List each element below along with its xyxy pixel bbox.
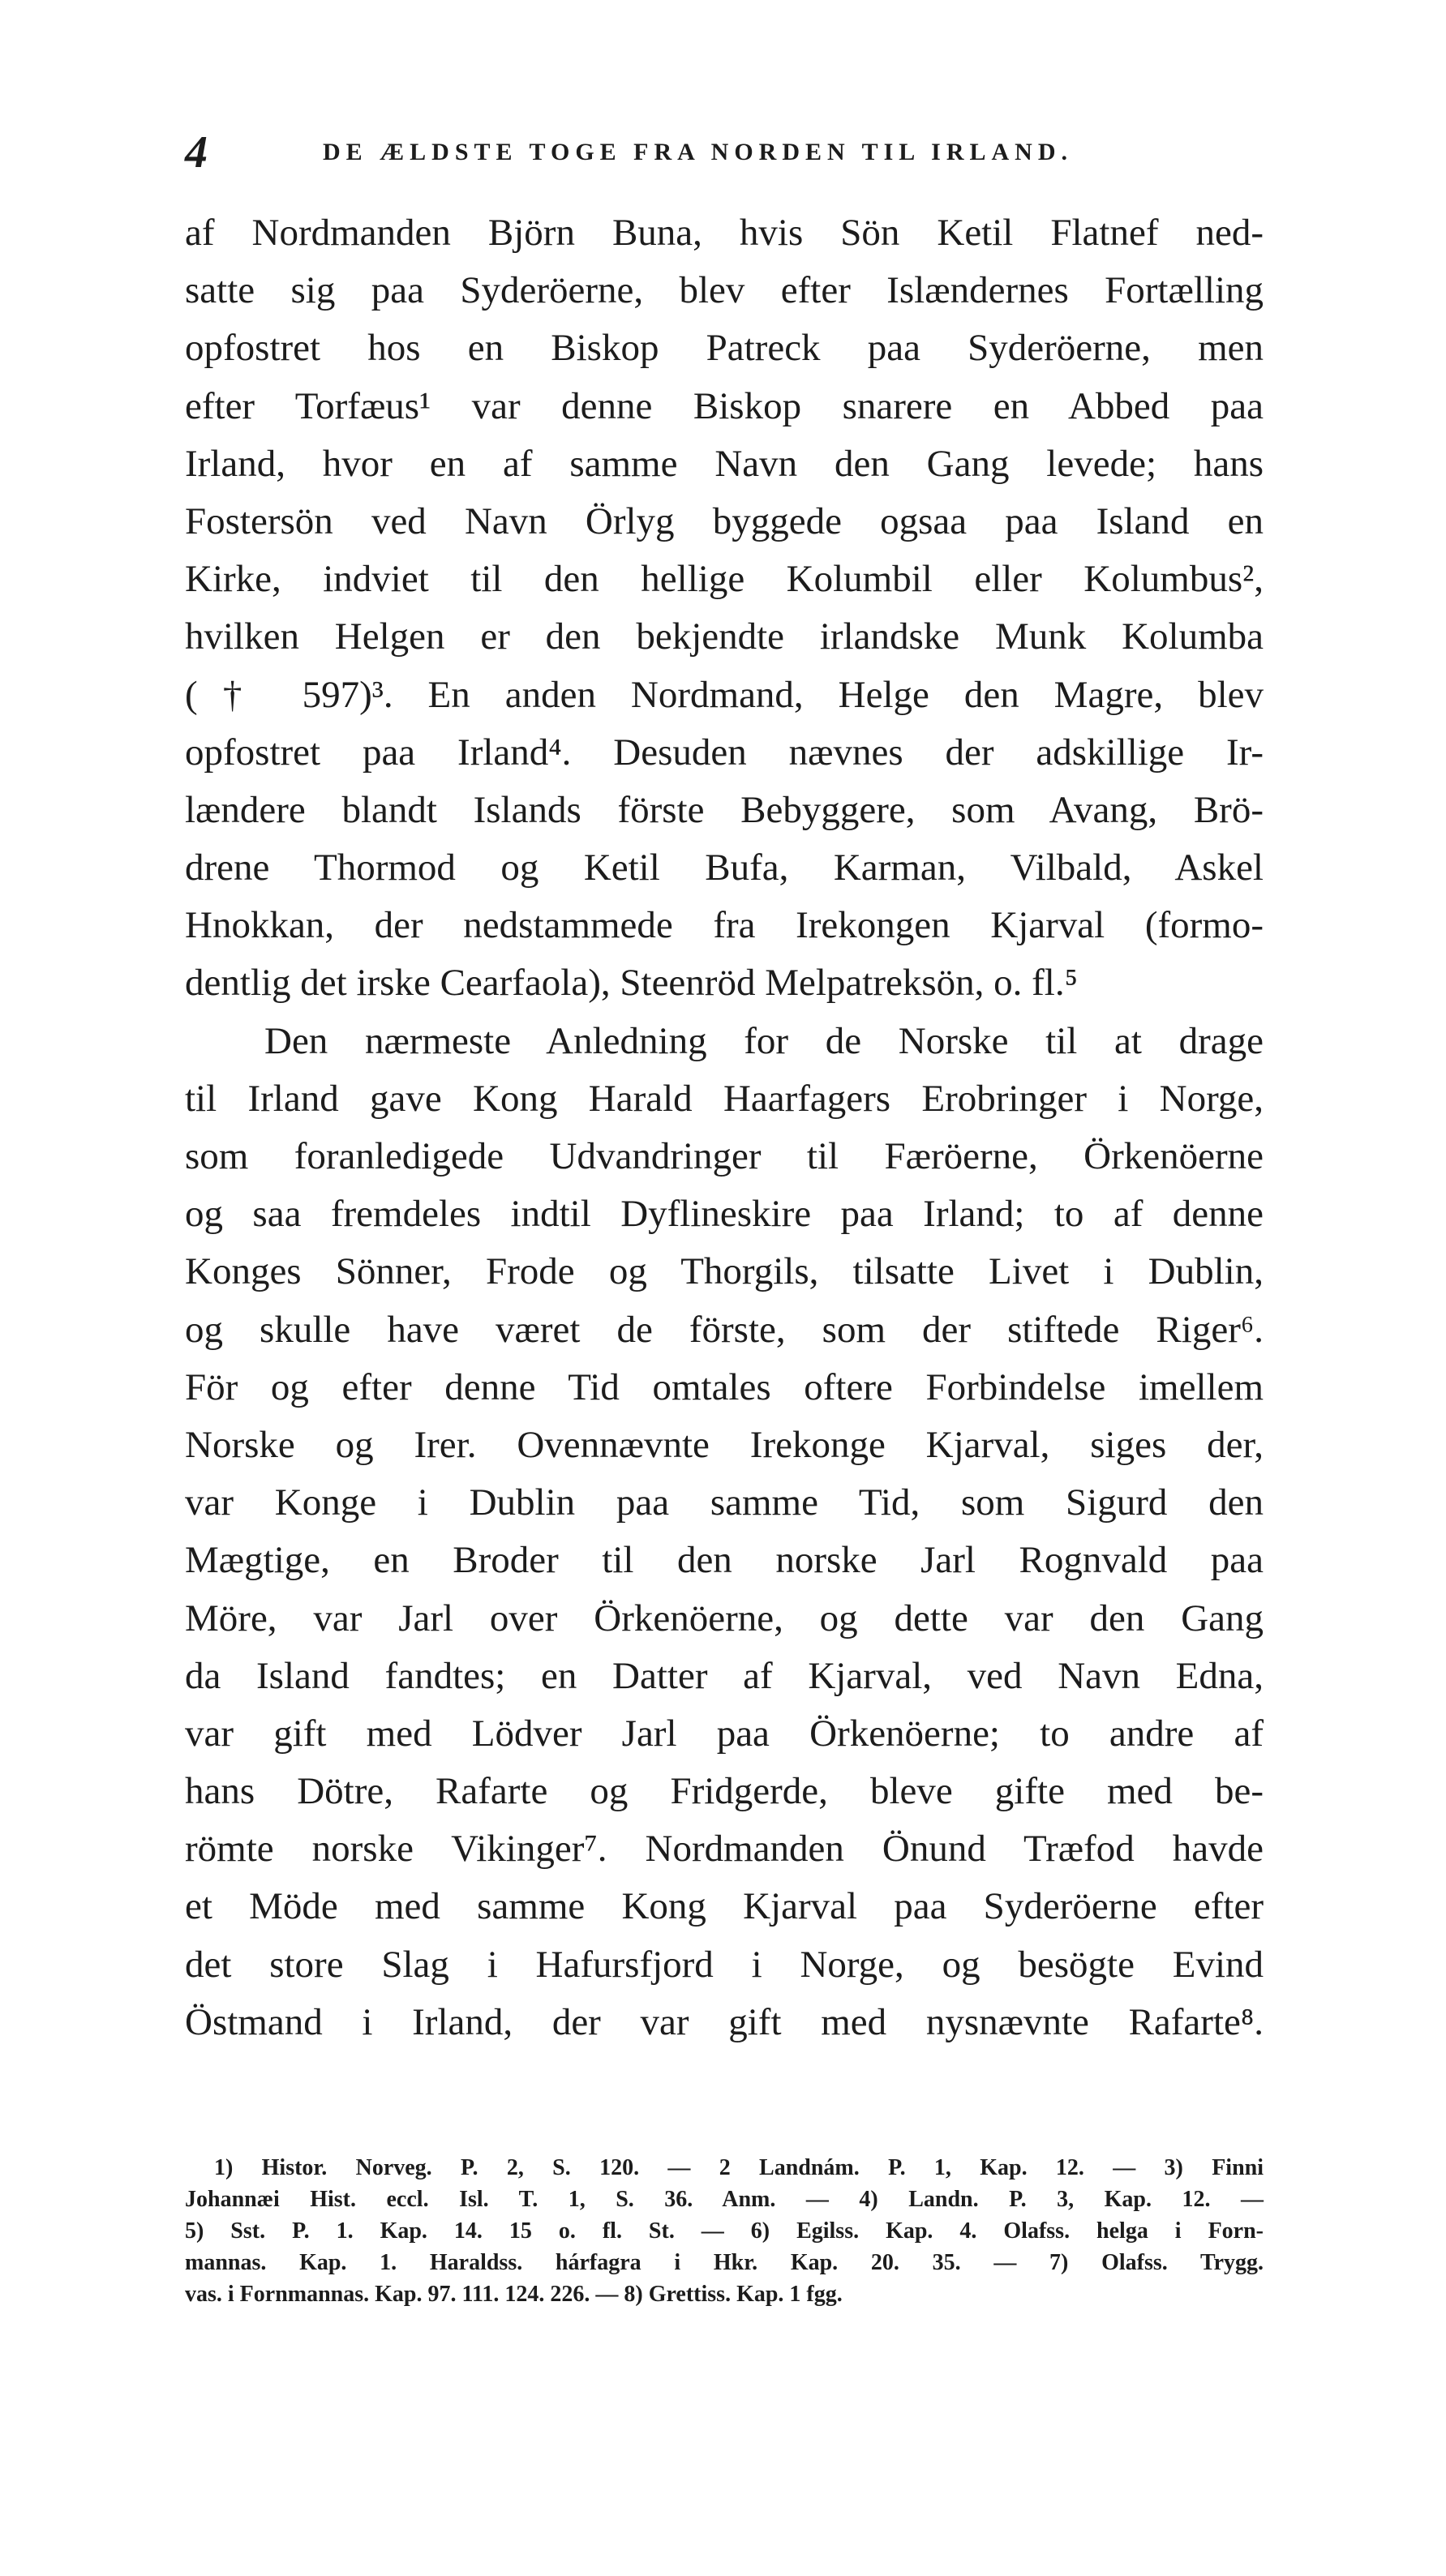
footnote-line: vas. i Fornmannas. Kap. 97. 111. 124. 226. — 8) Grettiss. Kap. 1 fgg.: [185, 2282, 843, 2307]
body-line: Irland, hvor en af samme Navn den Gang levede; hans: [185, 442, 1264, 485]
body-line: Konges Sönner, Frode og Thorgils, tilsatte Livet i Dublin,: [185, 1250, 1264, 1293]
body-line: Kirke, indviet til den hellige Kolumbil eller Kolumbus²,: [185, 558, 1264, 601]
body-line: drene Thormod og Ketil Bufa, Karman, Vilbald, Askel: [185, 847, 1264, 889]
body-line: Östmand i Irland, der var gift med nysnævnte Rafarte⁸.: [185, 2000, 1264, 2043]
body-line: Möre, var Jarl over Örkenöerne, og dette var den Gang: [185, 1597, 1264, 1639]
body-line: og skulle have været de förste, som der stiftede Riger⁶.: [185, 1308, 1264, 1351]
paragraph-start-line: Den nærmeste Anledning for de Norske til at drage: [264, 1019, 1264, 1062]
body-line: til Irland gave Kong Harald Haarfagers Erobringer i Norge,: [185, 1077, 1264, 1120]
body-line: et Möde med samme Kong Kjarval paa Syderöerne efter: [185, 1885, 1264, 1928]
footnote-line: mannas. Kap. 1. Haraldss. hárfagra i Hkr. Kap. 20. 35. — 7) Olafss. Trygg.: [185, 2250, 1264, 2275]
body-line: opfostret hos en Biskop Patreck paa Syderöerne, men: [185, 327, 1264, 370]
page-number: 4: [185, 127, 208, 178]
body-line: lændere blandt Islands förste Bebyggere, som Avang, Brö-: [185, 788, 1264, 831]
body-line: Hnokkan, der nedstammede fra Irekongen Kjarval (formo-: [185, 904, 1264, 947]
body-line: var Konge i Dublin paa samme Tid, som Sigurd den: [185, 1481, 1264, 1524]
body-line: hans Dötre, Rafarte og Fridgerde, bleve gifte med be-: [185, 1770, 1264, 1813]
body-line: satte sig paa Syderöerne, blev efter Islændernes Fortælling: [185, 269, 1264, 312]
body-line: var gift med Lödver Jarl paa Örkenöerne; to andre af: [185, 1712, 1264, 1755]
body-line: da Island fandtes; en Datter af Kjarval, ved Navn Edna,: [185, 1654, 1264, 1697]
body-line: efter Torfæus¹ var denne Biskop snarere en Abbed paa: [185, 384, 1264, 427]
body-line: det store Slag i Hafursfjord i Norge, og besögte Evind: [185, 1943, 1264, 1986]
body-line: Norske og Irer. Ovennævnte Irekonge Kjarval, siges der,: [185, 1423, 1264, 1466]
body-line: af Nordmanden Björn Buna, hvis Sön Ketil Flatnef ned-: [185, 212, 1264, 254]
footnotes: [185, 2152, 1264, 2310]
body-line: opfostret paa Irland⁴. Desuden nævnes der adskillige Ir-: [185, 731, 1264, 774]
body-line: För og efter denne Tid omtales oftere Forbindelse imellem: [185, 1365, 1264, 1408]
body-line: som foranledigede Udvandringer til Færöerne, Örkenöerne: [185, 1135, 1264, 1177]
footnote-line: 5) Sst. P. 1. Kap. 14. 15 o. fl. St. — 6) Egilss. Kap. 4. Olafss. helga i Forn-: [185, 2218, 1264, 2244]
body-line: Mægtige, en Broder til den norske Jarl Rognvald paa: [185, 1539, 1264, 1582]
body-line: og saa fremdeles indtil Dyflineskire paa Irland; to af denne: [185, 1193, 1264, 1236]
body-line: Fostersön ved Navn Örlyg byggede ogsaa paa Island en: [185, 499, 1264, 542]
footnote-line: 1) Histor. Norveg. P. 2, S. 120. — 2 Landnám. P. 1, Kap. 12. — 3) Finni: [214, 2155, 1264, 2180]
body-text: [185, 204, 1264, 2051]
footnote-line: Johannæi Hist. eccl. Isl. T. 1, S. 36. Anm. — 4) Landn. P. 3, Kap. 12. —: [185, 2187, 1264, 2212]
body-line: hvilken Helgen er den bekjendte irlandske Munk Kolumba: [185, 615, 1264, 658]
body-line: römte norske Vikinger⁷. Nordmanden Önund Træfod havde: [185, 1828, 1264, 1871]
running-head: [185, 128, 1247, 177]
running-title: DE ÆLDSTE TOGE FRA NORDEN TIL IRLAND.: [323, 139, 1074, 165]
body-line: († 597)³. En anden Nordmand, Helge den Magre, blev: [185, 673, 1264, 716]
body-line: dentlig det irske Cearfaola), Steenröd Melpatreksön, o. fl.⁵: [185, 962, 1078, 1005]
